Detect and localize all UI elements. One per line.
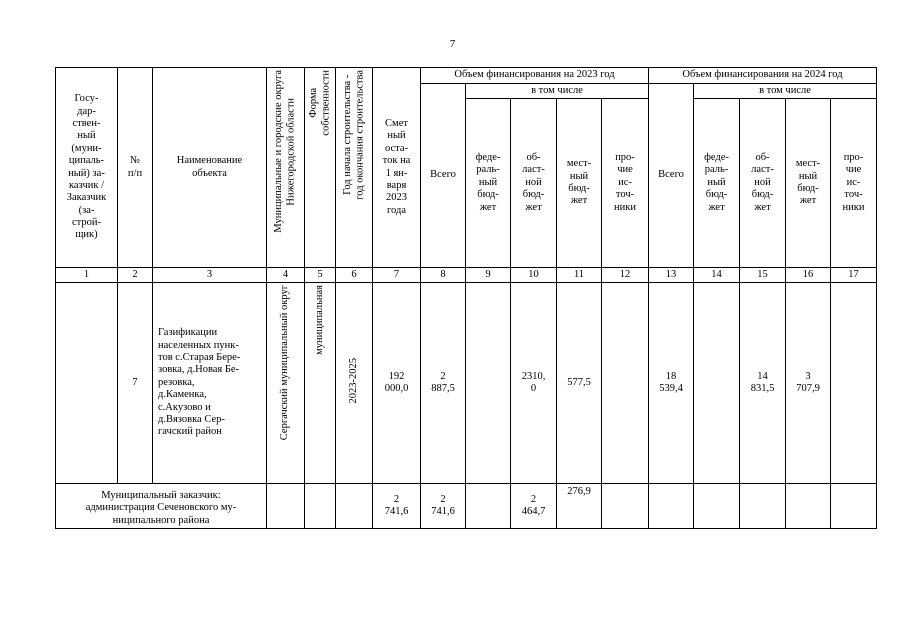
header-regional-2023: об- ласт- ной бюд- жет (511, 99, 557, 268)
header-total-2023: Всего (421, 84, 466, 268)
column-number: 12 (602, 268, 649, 283)
row-other-2024 (831, 283, 877, 484)
row-federal-2023 (466, 283, 511, 484)
subtotal-empty (336, 484, 373, 529)
header-row-no: № п/п (118, 68, 153, 268)
header-fin-2024: Объем финансирования на 2024 год (649, 68, 877, 84)
row-total-2024: 18 539,4 (649, 283, 694, 484)
column-number-row (56, 268, 877, 283)
column-number: 13 (649, 268, 694, 283)
header-fin-2023: Объем финансирования на 2023 год (421, 68, 649, 84)
header-local-2024: мест- ный бюд- жет (786, 99, 831, 268)
header-customer: Госу- дар- ствен- ный (муни- ципаль- ный) за- казчик / Заказчик (за- строй- щик) (56, 68, 118, 268)
financing-table (55, 67, 877, 529)
subtotal-empty (740, 484, 786, 529)
subtotal-total-2023: 2 741,6 (421, 484, 466, 529)
subtotal-estimate: 2 741,6 (373, 484, 421, 529)
row-municipality: Сергачский муниципальный округ (279, 285, 291, 441)
column-number: 9 (466, 268, 511, 283)
column-number: 16 (786, 268, 831, 283)
row-years-cell (336, 283, 373, 484)
header-years: Год начала строительства - год окончания строительства (341, 70, 365, 200)
subtotal-empty (305, 484, 336, 529)
column-number: 14 (694, 268, 740, 283)
column-number: 8 (421, 268, 466, 283)
row-years: 2023-2025 (347, 358, 359, 404)
header-row-1 (56, 68, 877, 84)
column-number: 1 (56, 268, 118, 283)
subtotal-empty (649, 484, 694, 529)
column-number: 15 (740, 268, 786, 283)
column-number: 11 (557, 268, 602, 283)
row-local-2024: 3 707,9 (786, 283, 831, 484)
column-number: 7 (373, 268, 421, 283)
subtotal-row (56, 484, 877, 529)
header-including-2024: в том числе (694, 84, 877, 99)
subtotal-empty (602, 484, 649, 529)
table-row (56, 283, 877, 484)
header-total-2024: Всего (649, 84, 694, 268)
row-regional-2024: 14 831,5 (740, 283, 786, 484)
subtotal-empty (831, 484, 877, 529)
header-ownership-cell (305, 68, 336, 268)
row-number: 7 (118, 283, 153, 484)
column-number: 6 (336, 268, 373, 283)
row-regional-2023: 2310, 0 (511, 283, 557, 484)
row-ownership: муниципальная (313, 285, 325, 355)
column-number: 3 (153, 268, 267, 283)
header-other-2024: про- чие ис- точ- ники (831, 99, 877, 268)
header-ownership: Форма собственности (307, 70, 331, 136)
header-estimate: Смет ный оста- ток на 1 ян- варя 2023 года (373, 68, 421, 268)
subtotal-empty (466, 484, 511, 529)
header-local-2023: мест- ный бюд- жет (557, 99, 602, 268)
header-other-2023: про- чие ис- точ- ники (602, 99, 649, 268)
header-regional-2024: об- ласт- ной бюд- жет (740, 99, 786, 268)
header-federal-2023: феде- раль- ный бюд- жет (466, 99, 511, 268)
row-federal-2024 (694, 283, 740, 484)
row-estimate: 192 000,0 (373, 283, 421, 484)
page-number: 7 (449, 38, 456, 50)
row-municipality-cell (267, 283, 305, 484)
subtotal-empty (694, 484, 740, 529)
header-municipality-cell (267, 68, 305, 268)
column-number: 5 (305, 268, 336, 283)
column-number: 2 (118, 268, 153, 283)
row-ownership-cell (305, 283, 336, 484)
subtotal-empty (786, 484, 831, 529)
row-local-2023: 577,5 (557, 283, 602, 484)
subtotal-label: Муниципальный заказчик: администрация Сеченовского му- ниципального района (56, 484, 267, 529)
header-including-2023: в том числе (466, 84, 649, 99)
subtotal-local-2023: 276,9 (557, 484, 602, 529)
row-customer (56, 283, 118, 484)
header-object-name: Наименование объекта (153, 68, 267, 268)
column-number: 17 (831, 268, 877, 283)
header-federal-2024: феде- раль- ный бюд- жет (694, 99, 740, 268)
subtotal-empty (267, 484, 305, 529)
column-number: 4 (267, 268, 305, 283)
header-municipality: Муниципальные и городские округа Нижегородской области (273, 70, 297, 233)
row-object-name: Газификации населенных пунк- тов с.Старая Бере- зовка, д.Новая Бе- резовка, д.Каменка, с.Акузово и д.Вязовка Сер- гачский район (153, 283, 267, 484)
column-number: 10 (511, 268, 557, 283)
row-other-2023 (602, 283, 649, 484)
subtotal-regional-2023: 2 464,7 (511, 484, 557, 529)
header-years-cell (336, 68, 373, 268)
row-total-2023: 2 887,5 (421, 283, 466, 484)
